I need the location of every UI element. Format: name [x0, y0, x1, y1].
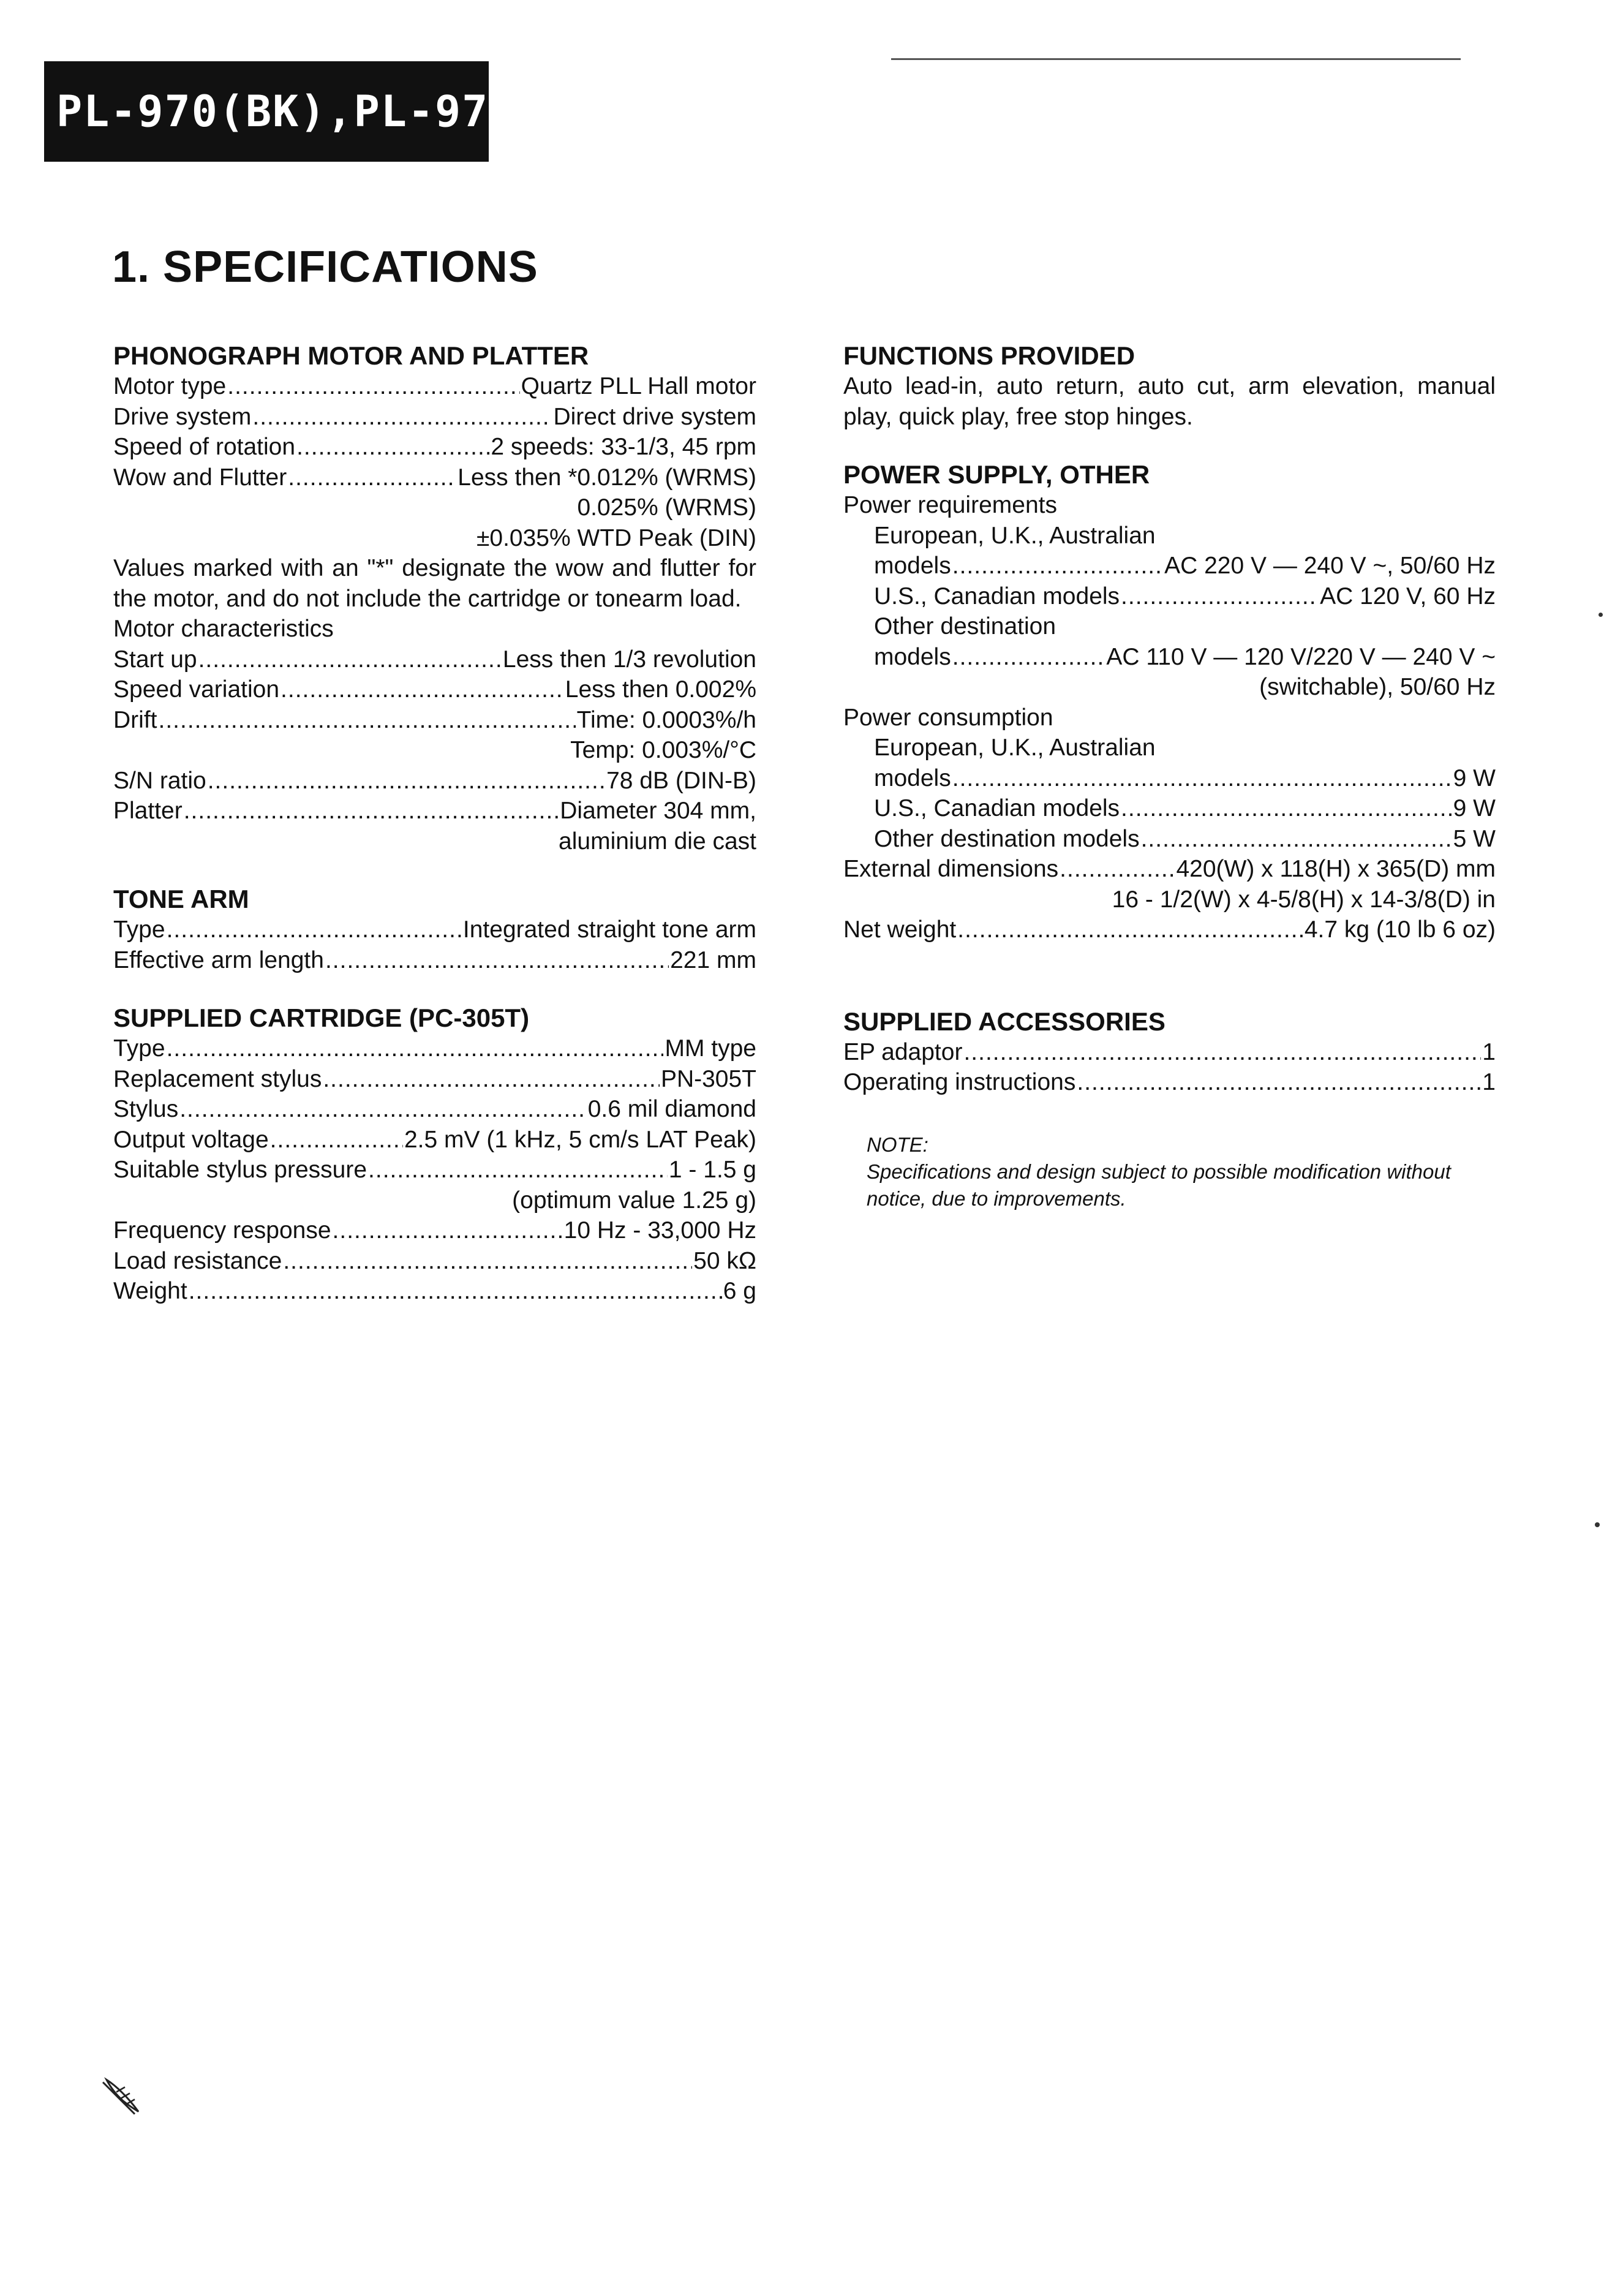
spec-row-cartridge-type [113, 1033, 756, 1064]
power-sub-heading: European, U.K., Australian [874, 734, 1156, 761]
spec-value: 2.5 mV (1 kHz, 5 cm/s LAT Peak) [404, 1126, 756, 1153]
spec-row-stylus [113, 1094, 756, 1125]
leader-dots [270, 1125, 403, 1155]
spec-label: Operating instructions [843, 1069, 1076, 1095]
spec-value: 9 W [1453, 765, 1496, 791]
leader-dots [296, 432, 489, 463]
spec-row-platter [113, 796, 756, 826]
spec-label: U.S., Canadian models [874, 583, 1120, 610]
spec-value: Diameter 304 mm, [560, 798, 756, 824]
spec-row-output-voltage [113, 1125, 756, 1155]
spec-value: Less then 1/3 revolution [502, 646, 756, 673]
spec-label: Start up [113, 646, 197, 673]
leader-dots [1060, 854, 1175, 885]
spec-row-replacement-stylus [113, 1064, 756, 1095]
spec-value: AC 110 V — 120 V/220 V — 240 V ~ [1106, 643, 1496, 670]
spec-label: models [874, 765, 951, 791]
page-dot [1599, 613, 1603, 617]
feather-logo-icon [98, 2074, 147, 2123]
leader-dots [167, 915, 462, 945]
leader-dots [281, 674, 564, 705]
spec-row-frequency-response [113, 1215, 756, 1246]
spec-label: Motor type [113, 373, 227, 399]
spec-label: External dimensions [843, 856, 1059, 882]
leader-dots [952, 551, 1163, 581]
page-dot [1595, 1522, 1600, 1527]
spec-value: 9 W [1453, 795, 1496, 821]
spec-row-sn-ratio [113, 766, 756, 796]
spec-value: 1 [1482, 1069, 1496, 1095]
spec-row-arm-type [113, 915, 756, 945]
leader-dots [288, 463, 456, 493]
spec-label: Net weight [843, 916, 957, 943]
spec-label: Type [113, 916, 165, 943]
right-column [843, 341, 1496, 1212]
spec-row-start-up [113, 644, 756, 675]
spec-value: Integrated straight tone arm [462, 916, 756, 943]
leader-dots [368, 1155, 668, 1185]
spec-value: MM type [665, 1035, 756, 1062]
spec-label: Platter [113, 798, 183, 824]
spec-value: 0.6 mil diamond [587, 1096, 756, 1122]
spec-row-cons-eu-models [843, 763, 1496, 794]
power-requirements-heading: Power requirements [843, 492, 1057, 518]
spec-label: Stylus [113, 1096, 179, 1122]
spec-row-us-models [843, 581, 1496, 612]
power-sub-heading: Other destination [874, 613, 1056, 640]
leader-dots [252, 402, 552, 432]
spec-value: 5 W [1453, 825, 1496, 852]
spec-row-arm-length [113, 945, 756, 976]
leader-dots [323, 1064, 660, 1095]
spec-row-speed-variation [113, 674, 756, 705]
spec-row-drive-system [113, 402, 756, 432]
spec-label: Load resistance [113, 1247, 282, 1274]
spec-row-eu-models [843, 551, 1496, 581]
spec-value: 420(W) x 118(H) x 365(D) mm [1176, 856, 1496, 882]
spec-value: 2 speeds: 33-1/3, 45 rpm [491, 434, 756, 460]
spec-label: Other destination models [874, 825, 1140, 852]
spec-row-drift [113, 705, 756, 736]
leader-dots [167, 1033, 664, 1064]
spec-label: Speed of rotation [113, 434, 296, 460]
spec-label: S/N ratio [113, 767, 206, 794]
spec-row-dimensions [843, 854, 1496, 885]
page-title: 1. SPECIFICATIONS [112, 243, 538, 292]
leader-dots [208, 766, 605, 796]
spec-value: 1 [1482, 1038, 1496, 1065]
spec-label: Replacement stylus [113, 1065, 322, 1092]
left-column [113, 341, 756, 1307]
spec-row-stylus-pressure [113, 1155, 756, 1185]
spec-row-cons-us-models [843, 793, 1496, 824]
spec-value: 10 Hz - 33,000 Hz [563, 1217, 756, 1244]
section-title-accessories: SUPPLIED ACCESSORIES [843, 1006, 1165, 1036]
spec-label: Suitable stylus pressure [113, 1157, 367, 1183]
spec-value: 50 kΩ [693, 1247, 756, 1274]
spec-label: Effective arm length [113, 946, 324, 973]
top-rule [891, 58, 1461, 60]
leader-dots [333, 1215, 563, 1246]
spec-value: 221 mm [670, 946, 756, 973]
leader-dots [227, 371, 519, 402]
section-title-cartridge: SUPPLIED CARTRIDGE (PC-305T) [113, 1003, 530, 1032]
leader-dots [184, 796, 559, 826]
spec-value: PN-305T [660, 1065, 756, 1092]
spec-continuation: (switchable), 50/60 Hz [1259, 674, 1496, 700]
spec-row-cons-other-models [843, 824, 1496, 855]
spec-continuation: (optimum value 1.25 g) [512, 1187, 756, 1214]
spec-label: models [874, 643, 951, 670]
spec-label: Output voltage [113, 1126, 269, 1153]
spec-value: Time: 0.0003%/h [576, 706, 756, 733]
spec-label: Wow and Flutter [113, 464, 287, 491]
spec-value: 1 - 1.5 g [668, 1157, 756, 1183]
spec-value: AC 120 V, 60 Hz [1320, 583, 1496, 610]
leader-dots [957, 915, 1303, 945]
functions-text: Auto lead-in, auto return, auto cut, arm elevation, manual play, quick play, free stop hinges. [843, 373, 1496, 430]
spec-label: U.S., Canadian models [874, 795, 1120, 821]
spec-row-instructions [843, 1067, 1496, 1098]
spec-continuation: Temp: 0.003%/°C [570, 737, 756, 763]
leader-dots [952, 642, 1105, 673]
spec-row-net-weight [843, 915, 1496, 945]
spec-label: EP adaptor [843, 1038, 963, 1065]
spec-row-load-resistance [113, 1246, 756, 1277]
leader-dots [1121, 793, 1452, 824]
spec-row-speed [113, 432, 756, 463]
model-badge: PL-970(BK),PL-970 [44, 61, 489, 162]
spec-value: 6 g [723, 1278, 756, 1304]
leader-dots [1077, 1067, 1481, 1098]
spec-label: Type [113, 1035, 165, 1062]
spec-row-motor-type [113, 371, 756, 402]
spec-continuation: ±0.035% WTD Peak (DIN) [476, 524, 756, 551]
spec-continuation: 16 - 1/2(W) x 4-5/8(H) x 14-3/8(D) in [1112, 886, 1496, 913]
spec-label: Drive system [113, 403, 252, 430]
power-consumption-heading: Power consumption [843, 704, 1053, 731]
note-title: NOTE: [867, 1133, 928, 1156]
spec-row-weight [113, 1276, 756, 1307]
spec-label: Frequency response [113, 1217, 331, 1244]
wow-note: Values marked with an "*" designate the wow and flutter for the motor, and do not include the cartridge or tonearm load. [113, 555, 756, 612]
leader-dots [963, 1037, 1481, 1068]
spec-row-other-models [843, 642, 1496, 673]
section-title-tone-arm: TONE ARM [113, 885, 249, 913]
spec-label: Weight [113, 1278, 187, 1304]
leader-dots [952, 763, 1452, 794]
leader-dots [198, 644, 502, 675]
spec-value: 78 dB (DIN-B) [606, 767, 756, 794]
spec-label: Speed variation [113, 676, 280, 703]
spec-row-wow-flutter [113, 463, 756, 493]
spec-value: Less then 0.002% [565, 676, 756, 703]
spec-label: models [874, 553, 951, 579]
spec-row-ep-adaptor [843, 1037, 1496, 1068]
spec-value: Direct drive system [553, 403, 756, 430]
leader-dots [1141, 824, 1452, 855]
power-sub-heading: European, U.K., Australian [874, 522, 1156, 549]
motor-characteristics-heading: Motor characteristics [113, 616, 334, 642]
spec-value: Less then *0.012% (WRMS) [458, 464, 756, 491]
leader-dots [325, 945, 669, 976]
note-text: Specifications and design subject to possible modification without notice, due to improvements. [867, 1160, 1451, 1210]
section-title-functions: FUNCTIONS PROVIDED [843, 341, 1135, 370]
spec-value: 4.7 kg (10 lb 6 oz) [1304, 916, 1496, 943]
leader-dots [179, 1094, 586, 1125]
leader-dots [189, 1276, 722, 1307]
spec-continuation: 0.025% (WRMS) [577, 494, 756, 521]
spec-continuation: aluminium die cast [559, 828, 756, 855]
spec-value: AC 220 V — 240 V ~, 50/60 Hz [1164, 553, 1496, 579]
leader-dots [283, 1246, 692, 1277]
spec-value: Quartz PLL Hall motor [521, 373, 756, 399]
leader-dots [159, 705, 576, 736]
section-title-phono: PHONOGRAPH MOTOR AND PLATTER [113, 341, 589, 370]
section-title-power: POWER SUPPLY, OTHER [843, 460, 1150, 489]
leader-dots [1121, 581, 1319, 612]
spec-label: Drift [113, 706, 157, 733]
